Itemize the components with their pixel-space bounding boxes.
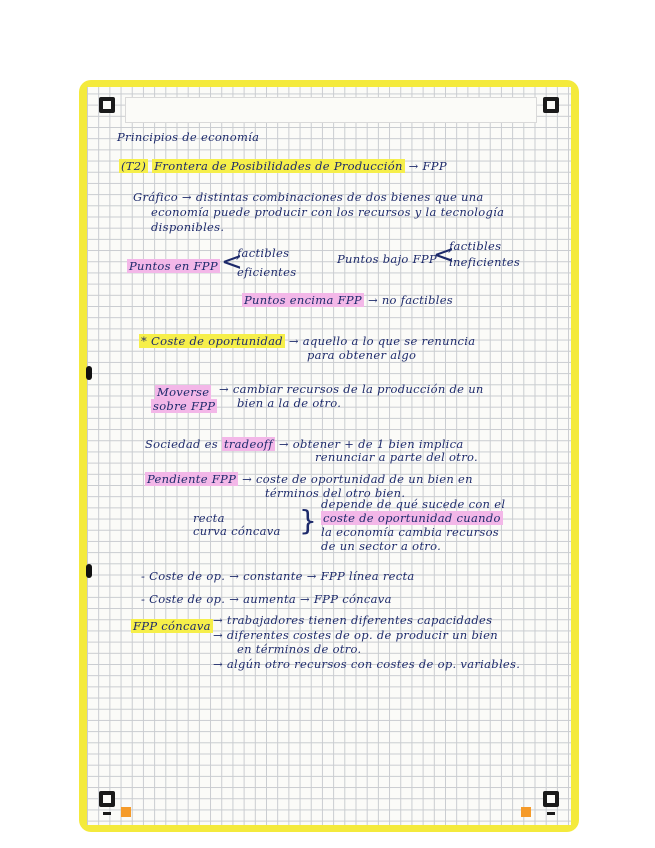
sociedad-line: Sociedad es tradeoff → obtener + de 1 bien implica	[145, 437, 464, 451]
moverse-text-1: → cambiar recursos de la producción de un	[219, 382, 484, 396]
notebook-page	[87, 87, 571, 825]
tipo-curva: curva cóncava	[193, 524, 281, 538]
pendiente-line-2: términos del otro bien.	[265, 486, 406, 500]
puntos-bajo-opt2: ineficientes	[449, 255, 521, 269]
puntos-bajo-label: Puntos bajo FPP	[337, 252, 437, 266]
punch-hole	[86, 366, 92, 380]
section-heading: (T2) Frontera de Posibilidades de Producción → FPP	[121, 159, 447, 173]
puntos-bajo-opt1: factibles	[449, 239, 502, 253]
brace-icon: <	[433, 240, 455, 270]
corner-marker-icon	[99, 791, 115, 807]
concava-bullet-3: → algún otro recursos con costes de op. variables.	[213, 657, 521, 671]
tipo-recta: recta	[193, 511, 225, 525]
moverse-label-1: Moverse	[157, 385, 210, 399]
moverse-text-2: bien a la de otro.	[237, 396, 342, 410]
puntos-en-label: Puntos en FPP	[129, 259, 218, 273]
page-title: Principios de economía	[117, 130, 260, 144]
puntos-en-opt2: eficientes	[237, 265, 297, 279]
puntos-en-opt1: factibles	[237, 246, 290, 260]
punch-hole	[86, 564, 92, 578]
corner-marker-icon	[99, 97, 115, 113]
pendiente-line: Pendiente FPP → coste de oportunidad de un bien en	[147, 472, 473, 486]
moverse-label-2: sobre FPP	[153, 399, 216, 413]
puntos-encima: Puntos encima FPP → no factibles	[244, 293, 454, 307]
depende-line-2: coste de oportunidad cuando	[323, 511, 501, 525]
coste-oportunidad-line-2: para obtener algo	[307, 348, 417, 362]
black-marker	[547, 812, 555, 815]
brace-icon: }	[299, 504, 317, 537]
depende-line-4: de un sector a otro.	[321, 539, 442, 553]
orange-marker	[521, 807, 531, 817]
sociedad-line-2: renunciar a parte del otro.	[315, 450, 478, 464]
brace-icon: <	[221, 247, 243, 277]
grafico-line-1: Gráfico → distintas combinaciones de dos bienes que una	[133, 190, 484, 204]
concava-bullet-2: → diferentes costes de op. de producir un bien	[213, 628, 498, 642]
depende-line-3: la economía cambia recursos	[321, 525, 500, 539]
depende-line-1: depende de qué sucede con el	[321, 497, 506, 511]
black-marker	[103, 812, 111, 815]
constante-line: - Coste de op. → constante → FPP línea recta	[141, 569, 415, 583]
coste-oportunidad-line: * Coste de oportunidad → aquello a lo que se renuncia	[141, 334, 476, 348]
notebook-frame	[79, 80, 579, 832]
concava-bullet-1: → trabajadores tienen diferentes capacidades	[213, 613, 493, 627]
corner-marker-icon	[543, 791, 559, 807]
corner-marker-icon	[543, 97, 559, 113]
aumenta-line: - Coste de op. → aumenta → FPP cóncava	[141, 592, 392, 606]
orange-marker	[121, 807, 131, 817]
concava-bullet-2b: en términos de otro.	[237, 642, 362, 656]
fpp-concava-label: FPP cóncava	[133, 619, 211, 633]
grafico-line-2: economía puede producir con los recursos y la tecnología	[151, 205, 505, 219]
grafico-line-3: disponibles.	[151, 220, 225, 234]
header-band	[125, 97, 537, 123]
